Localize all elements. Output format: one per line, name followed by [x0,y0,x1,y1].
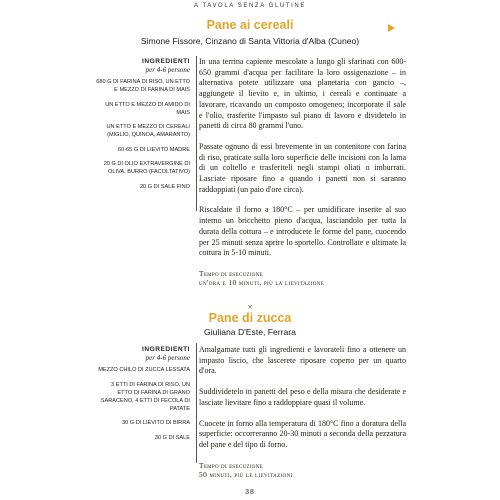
ingredient-item: 3 ETTI DI FARINA DI RISO, UN ETTO DI FARINA DI GRANO SARACENO, 4 ETTI DI FECOLA DI PATATE [100,381,190,412]
ingredients-list [96,58,190,197]
method-paragraph: Riscaldate il forno a 180°C – per umidificare inserite al suo interno un bricchetto pieno d'acqua, lasciandolo per tutta la durata della cottura – e introducete le forme del pane, cuocendo per 25 minuti senza aprire lo sportello. Controllate e ultimate la cottura in 5-10 minuti. [199,205,406,258]
method-paragraph: Passate ognuno di essi brevemente in un contenitore con farina di riso, praticate sulla loro superficie delle incisioni con la lama di un coltello e trasferiteli negli stampi oliati o imburrati. Lasciate riposare fino a quando i panetti non si saranno raddoppiati (un paio d'ore circa). [199,141,406,194]
recipe-author: Simone Fissore, Cinzano di Santa Vittoria d'Alba (Cuneo) [140,36,360,46]
method-paragraph: Cuocete in forno alla temperatura di 180°C fino a doratura della superficie: occorreranno 20-30 minuti a seconda della pezzatura del pane e del tipo di forno. [199,418,406,449]
ingredients-list [96,346,190,448]
recipe-separator: × [247,302,253,312]
method-paragraph: Amalgamate tutti gli ingredienti e lavorateli fino a ottenere un impasto liscio, che lascerete riposare coperto per un quarto d'ora. [199,345,406,376]
ingredient-item: 60-65 G DI LIEVITO MADRE [117,146,190,153]
page-number: 38 [245,489,255,496]
ingredients-heading: INGREDIENTI [142,346,190,353]
ingredient-item: 680 G DI FARINA DI RISO, UN ETTO E MEZZO DI FARINA DI MAIS [96,79,190,93]
recipe-title: Pane ai cereali [206,18,294,32]
time-value: un'ora e 10 minuti, più la lievitazione [199,277,325,287]
serves-note: per 4-6 persone [145,354,190,362]
recipe-method [199,345,406,479]
time-label: Tempo di esecuzione [199,268,263,278]
method-paragraph: In una terrina capiente mescolate a lungo gli sfarinati con 600-650 grammi d'acqua per facilitare la loro ossigenazione – in alternativa potete utilizzare una planetaria con gancio –, aggiungete il lievito e, in ultimo, i cereali e continuate a lavorare, ricavando un composto omogeneo; incorporate il sale e l'olio, trasferite l'impasto sul piano di lavoro e dividetelo in panetti di circa 80 grammi l'uno. [199,57,406,131]
time-value: 50 minuti, più le lievitazioni [199,469,293,479]
ingredient-item: 30 G DI LIEVITO DI BIRRA [122,420,190,426]
ingredient-item: MEZZO CHILO DI ZUCCA LESSATA [98,367,190,373]
recipe-title: Pane di zucca [208,311,292,325]
recipe-author: Giuliana D'Este, Ferrara [204,327,296,337]
method-paragraph: Suddividetelo in panetti del peso e della misura che desiderate e lasciate lievitare fino a raddoppiare quasi il volume. [199,387,406,407]
ingredient-item: UN ETTO E MEZZO DI CEREALI (MIGLIO, QUINOA, AMARANTO) [106,124,190,138]
recipe-method [199,57,406,287]
running-header: A TAVOLA SENZA GLUTINE [194,3,306,9]
triangle-arrow-icon [388,24,395,32]
serves-note: per 4-6 persone [145,66,190,74]
column-divider [196,56,197,211]
column-divider [196,343,197,463]
ingredient-item: 20 G DI OLIO EXTRAVERGINE DI OLIVA, BURRO (FACOLTATIVO) [103,161,190,175]
ingredients-heading: INGREDIENTI [142,58,190,65]
ingredient-item: 30 G DI SALE [154,434,190,441]
time-label: Tempo di esecuzione [199,460,263,470]
ingredient-item: UN ETTO E MEZZO DI AMIDO DI MAIS [105,101,190,116]
ingredient-item: 20 G DI SALE FINO [139,183,190,190]
